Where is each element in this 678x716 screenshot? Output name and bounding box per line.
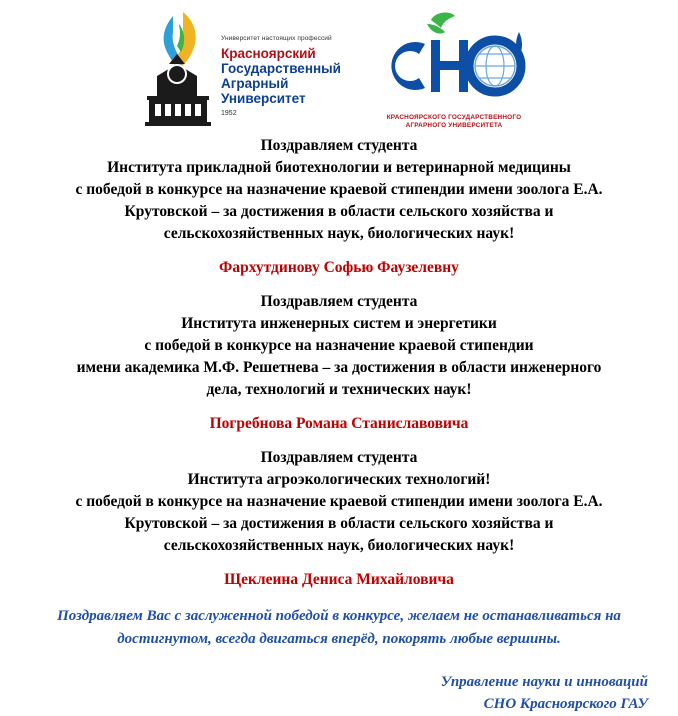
congratulation-block-1	[24, 135, 654, 277]
paragraph-line: Поздравляем студента	[260, 293, 418, 310]
paragraph-line: с победой в конкурсе на назначение краевой стипендии имени зоолога Е.А.	[75, 181, 603, 198]
sno-caption-line-1: КРАСНОЯРСКОГО ГОСУДАРСТВЕННОГО	[386, 114, 522, 121]
kgau-name-line-4: Университет	[221, 91, 306, 107]
paragraph-line: Поздравляем студента	[260, 137, 418, 154]
paragraph-line: дела, технологий и технических наук!	[206, 381, 472, 398]
header-logos	[0, 0, 678, 135]
sno-emblem-icon	[369, 10, 539, 114]
kgau-logo-text	[221, 10, 341, 118]
congratulation-paragraph-1	[24, 135, 654, 245]
congratulation-block-2	[24, 291, 654, 433]
paragraph-line: Крутовской – за достижения в области сельского хозяйства и	[124, 203, 554, 220]
paragraph-line: Института агроэкологических технологий!	[187, 471, 491, 488]
kgau-logo	[139, 10, 341, 130]
sno-caption	[369, 114, 539, 130]
paragraph-line: с победой в конкурсе на назначение краевой стипендии имени зоолога Е.А.	[75, 493, 603, 510]
awardee-name-1: Фархутдинову Софью Фаузелевну	[219, 259, 459, 276]
signature-line-2: СНО Красноярского ГАУ	[483, 695, 648, 712]
paragraph-line: сельскохозяйственных наук, биологических наук!	[163, 537, 515, 554]
congratulation-paragraph-3	[24, 447, 654, 557]
paragraph-line: с победой в конкурсе на назначение краевой стипендии	[144, 337, 534, 354]
sno-logo	[369, 10, 539, 132]
paragraph-line: Института инженерных систем и энергетики	[181, 315, 497, 332]
document-body	[0, 135, 678, 650]
congratulation-block-3	[24, 447, 654, 589]
sno-caption-line-2: АГРАРНОГО УНИВЕРСИТЕТА	[405, 122, 503, 129]
paragraph-line: сельскохозяйственных наук, биологических наук!	[163, 225, 515, 242]
signature-line-1: Управление науки и инноваций	[440, 674, 648, 690]
awardee-name-3: Щеклеина Дениса Михайловича	[224, 571, 454, 588]
closing-line-1: Поздравляем Вас с заслуженной победой в конкурсе, желаем не останавливаться на	[57, 608, 621, 624]
paragraph-line: Крутовской – за достижения в области сельского хозяйства и	[124, 515, 554, 532]
paragraph-line: Поздравляем студента	[260, 449, 418, 466]
congratulation-paragraph-2	[24, 291, 654, 401]
kgau-tagline: Университет настоящих профессий	[221, 35, 332, 42]
kgau-name-line-1: Красноярский	[221, 45, 316, 61]
paragraph-line: имени академика М.Ф. Решетнева – за достижения в области инженерного	[76, 359, 602, 376]
kgau-founding-year: 1952	[221, 110, 237, 118]
kgau-name-line-2: Государственный	[221, 60, 341, 76]
awardee-name-2: Погребнова Романа Станиславовича	[209, 415, 469, 432]
signature-block	[0, 672, 678, 716]
closing-line-2: достигнутом, всегда двигаться вперёд, покорять любые вершины.	[117, 630, 561, 647]
closing-message	[24, 605, 654, 650]
kgau-name-line-3: Аграрный	[221, 76, 289, 92]
paragraph-line: Института прикладной биотехнологии и ветеринарной медицины	[107, 159, 571, 176]
kgau-emblem-icon	[139, 10, 217, 130]
